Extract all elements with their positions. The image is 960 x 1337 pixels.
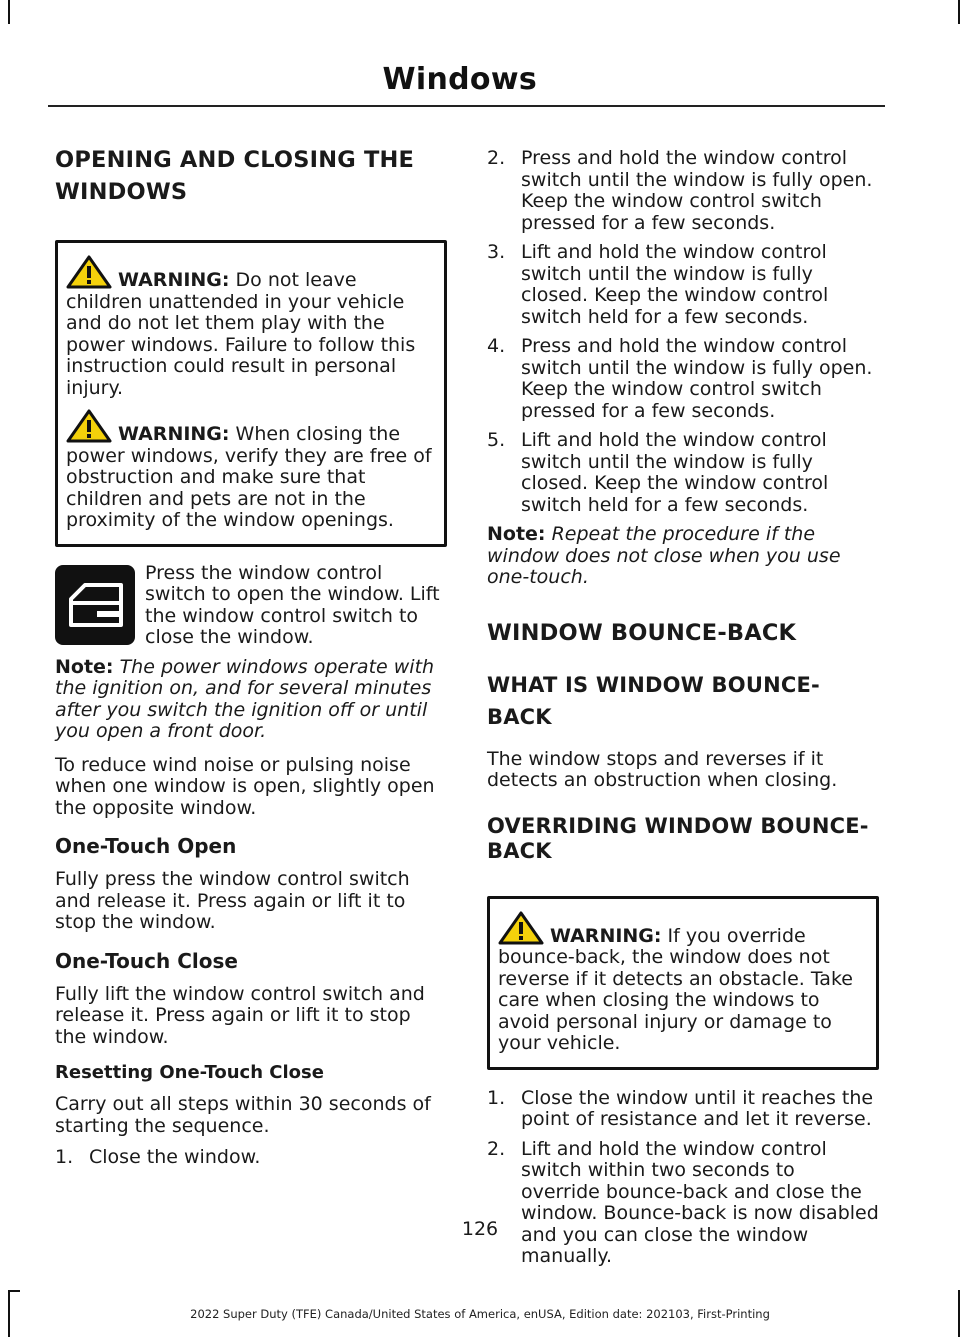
left-column bbox=[55, 140, 447, 1169]
note-label: Note: bbox=[55, 655, 114, 678]
reset-steps-list-continued bbox=[487, 148, 879, 516]
section-heading-what-is-bounce-back: WHAT IS WINDOW BOUNCE-BACK bbox=[487, 672, 820, 729]
step-text: Lift and hold the window control switch until the window is fully closed. Keep the window control switch held for a few seconds. bbox=[521, 429, 829, 516]
list-item bbox=[487, 242, 879, 328]
step-text: Press and hold the window control switch until the window is fully open. Keep the window control switch pressed for a few seconds. bbox=[521, 335, 873, 422]
subheading-one-touch-open: One-Touch Open bbox=[55, 834, 237, 858]
one-touch-open-text: Fully press the window control switch and release it. Press again or lift it to stop the window. bbox=[55, 868, 410, 933]
warning-override bbox=[498, 911, 868, 1055]
step-number: 1. bbox=[487, 1086, 506, 1109]
step-number: 5. bbox=[487, 429, 506, 451]
note-text: Repeat the procedure if the window does not close when you use one-touch. bbox=[487, 523, 841, 588]
header-divider bbox=[48, 105, 885, 107]
note-text: The power windows operate with the ignition on, and for several minutes after you switch the ignition off or until you open a front door. bbox=[55, 655, 435, 742]
step-text: Lift and hold the window control switch within two seconds to override bounce-back and close the window. Bounce-back is now disabled and you can close the window manually. bbox=[521, 1137, 879, 1267]
intro-paragraph bbox=[55, 563, 447, 649]
warning-box bbox=[487, 896, 879, 1070]
subheading-one-touch-close: One-Touch Close bbox=[55, 948, 238, 973]
warning-text: If you override bounce-back, the window does not reverse if it detects an obstacle. Take care when closing the windows to avoid personal injury or damage to your vehicle. bbox=[498, 924, 853, 1054]
intro-text: Press the window control switch to open the window. Lift the window control switch to close the window. bbox=[145, 561, 440, 648]
list-item bbox=[487, 336, 879, 422]
step-text: Press and hold the window control switch until the window is fully open. Keep the window control switch pressed for a few seconds. bbox=[521, 147, 873, 234]
warning-text: Do not leave children unattended in your vehicle and do not let them play with the power windows. Failure to follow this instruction could result in personal injury. bbox=[66, 269, 416, 399]
step-number: 4. bbox=[487, 335, 506, 357]
note-repeat bbox=[487, 524, 879, 589]
list-item bbox=[487, 1088, 879, 1131]
edition-info: 2022 Super Duty (TFE) Canada/United States of America, enUSA, Edition date: 202103, First-Printing bbox=[190, 1307, 770, 1321]
resetting-text: Carry out all steps within 30 seconds of starting the sequence. bbox=[55, 1093, 431, 1137]
warning-obstruction bbox=[66, 409, 436, 532]
note-label: Note: bbox=[487, 523, 546, 545]
step-number: 2. bbox=[487, 1137, 506, 1160]
what-is-text: The window stops and reverses if it detects an obstruction when closing. bbox=[487, 747, 838, 791]
warning-label: WARNING: bbox=[118, 423, 230, 445]
one-touch-close-text: Fully lift the window control switch and release it. Press again or lift it to stop the window. bbox=[55, 982, 425, 1048]
step-number: 3. bbox=[487, 241, 506, 263]
section-heading-opening-closing: OPENING AND CLOSING THE WINDOWS bbox=[55, 147, 415, 205]
section-heading-bounce-back: WINDOW BOUNCE-BACK bbox=[487, 619, 797, 646]
list-item bbox=[55, 1147, 447, 1169]
crop-mark-top-left bbox=[8, 0, 10, 24]
step-text: Lift and hold the window control switch until the window is fully closed. Keep the window control switch held for a few seconds. bbox=[521, 241, 829, 328]
warning-box bbox=[55, 240, 447, 547]
reset-steps-list bbox=[55, 1147, 447, 1169]
list-item bbox=[487, 430, 879, 516]
warning-triangle-icon bbox=[66, 255, 112, 289]
warning-text: When closing the power windows, verify they are free of obstruction and make sure that children and pets are not in the proximity of the window openings. bbox=[66, 423, 432, 531]
warning-triangle-icon bbox=[66, 409, 112, 443]
window-switch-icon bbox=[55, 565, 135, 645]
subheading-resetting: Resetting One-Touch Close bbox=[55, 1062, 324, 1083]
note-ignition bbox=[55, 657, 447, 743]
warning-label: WARNING: bbox=[118, 269, 230, 291]
step-text: Close the window until it reaches the point of resistance and let it reverse. bbox=[521, 1086, 874, 1130]
override-steps-list bbox=[487, 1088, 879, 1268]
section-heading-overriding: OVERRIDING WINDOW BOUNCE-BACK bbox=[487, 813, 869, 863]
right-column bbox=[487, 148, 879, 1268]
warning-children bbox=[66, 255, 436, 399]
list-item bbox=[487, 148, 879, 234]
step-number: 2. bbox=[487, 147, 506, 169]
step-text: Close the window. bbox=[89, 1146, 261, 1168]
warning-label: WARNING: bbox=[550, 924, 662, 947]
page-title: Windows bbox=[382, 62, 537, 97]
warning-triangle-icon bbox=[498, 911, 544, 945]
step-number: 1. bbox=[55, 1146, 74, 1168]
wind-noise-paragraph: To reduce wind noise or pulsing noise when one window is open, slightly open the opposite window. bbox=[55, 753, 435, 819]
page-number: 126 bbox=[461, 1218, 499, 1240]
list-item bbox=[487, 1139, 879, 1268]
